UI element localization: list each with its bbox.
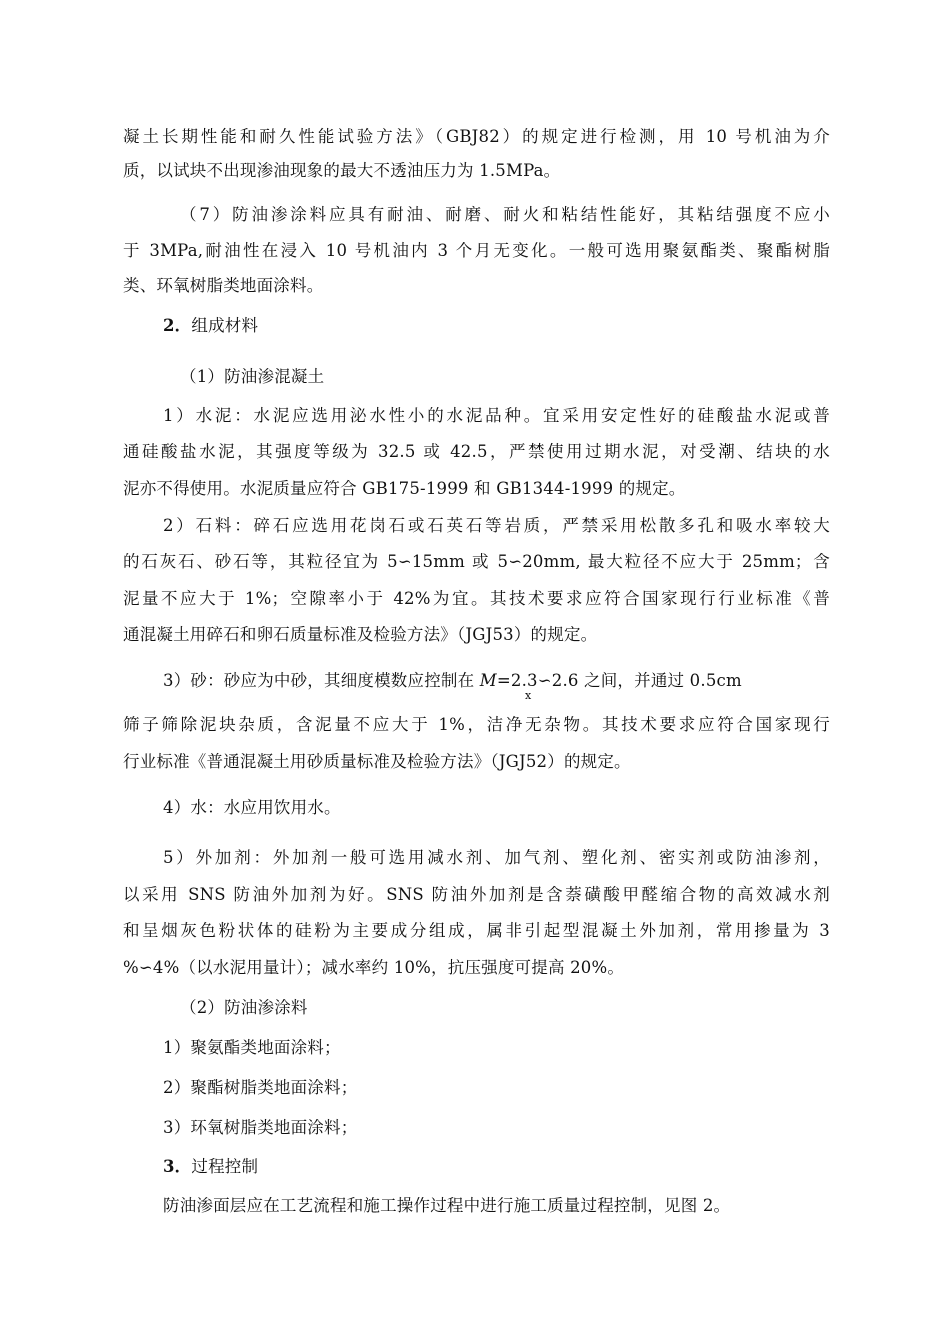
subsection-heading: （1）防油渗混凝土 [180,367,325,386]
paragraph-line: 1）水泥：水泥应选用泌水性小的水泥品种。宜采用安定性好的硅酸盐水泥或普 [163,406,830,425]
paragraph-line: 以采用 SNS 防油外加剂为好。SNS 防油外加剂是含萘磺酸甲醛缩合物的高效减水剂 [123,885,830,904]
text-before-formula: 3）砂：砂应为中砂，其细度模数应控制在 [163,671,480,690]
heading-number: 2． [163,316,192,335]
formula-subscript: x [525,689,532,702]
paragraph-line: 于 3MPa,耐油性在浸入 10 号机油内 3 个月无变化。一般可选用聚氨酯类、聚酯树脂 [123,241,830,260]
paragraph-line: 和呈烟灰色粉状体的硅粉为主要成分组成，属非引起型混凝土外加剂，常用掺量为 3 [123,921,830,940]
list-item: 2）聚酯树脂类地面涂料； [163,1078,358,1097]
section-heading-3 [163,1156,258,1178]
paragraph-line: 2）石料：碎石应选用花岗石或石英石等岩质，严禁采用松散多孔和吸水率较大 [163,516,830,535]
paragraph-line: 筛子筛除泥块杂质，含泥量不应大于 1%，洁净无杂物。其技术要求应符合国家现行 [123,715,830,734]
paragraph-line: %∽4%（以水泥用量计）；减水率约 10%，抗压强度可提高 20%。 [123,958,625,977]
paragraph-line: 质，以试块不出现渗油现象的最大不透油压力为 1.5MPa。 [123,161,561,180]
paragraph-line: 类、环氧树脂类地面涂料。 [123,276,324,295]
paragraph-line: 的石灰石、砂石等，其粒径宜为 5∽15mm 或 5∽20mm, 最大粒径不应大于 25mm；含 [123,552,830,571]
paragraph-line: 泥量不应大于 1%；空隙率小于 42%为宜。其技术要求应符合国家现行行业标准《普 [123,589,830,608]
paragraph-line: 泥亦不得使用。水泥质量应符合 GB175-1999 和 GB1344-1999 的规定。 [123,479,686,498]
formula-symbol: M [479,671,497,690]
paragraph-line: （7）防油渗涂料应具有耐油、耐磨、耐火和粘结性能好，其粘结强度不应小 [180,205,830,224]
list-item: 3）环氧树脂类地面涂料； [163,1118,358,1137]
paragraph-line: 通混凝土用碎石和卵石质量标准及检验方法》（JGJ53）的规定。 [123,625,598,644]
paragraph-line: 通硅酸盐水泥，其强度等级为 32.5 或 42.5，严禁使用过期水泥，对受潮、结块的水 [123,442,830,461]
paragraph-line-with-formula [163,670,742,692]
paragraph-line: 5）外加剂：外加剂一般可选用减水剂、加气剂、塑化剂、密实剂或防油渗剂， [163,848,830,867]
paragraph-line: 凝土长期性能和耐久性能试验方法》（GBJ82）的规定进行检测，用 10 号机油为介 [123,127,830,146]
text-after-formula: =2.3∽2.6 之间，并通过 0.5cm [496,671,742,690]
section-heading-2 [163,315,258,337]
heading-number: 3． [163,1157,192,1176]
heading-text: 过程控制 [191,1157,259,1176]
list-item: 1）聚氨酯类地面涂料； [163,1038,341,1057]
paragraph-line: 4）水：水应用饮用水。 [163,798,341,817]
paragraph-line: 行业标准《普通混凝土用砂质量标准及检验方法》（JGJ52）的规定。 [123,752,631,771]
subsection-heading: （2）防油渗涂料 [180,998,308,1017]
paragraph-line: 防油渗面层应在工艺流程和施工操作过程中进行施工质量过程控制，见图 2。 [163,1196,731,1215]
heading-text: 组成材料 [191,316,259,335]
